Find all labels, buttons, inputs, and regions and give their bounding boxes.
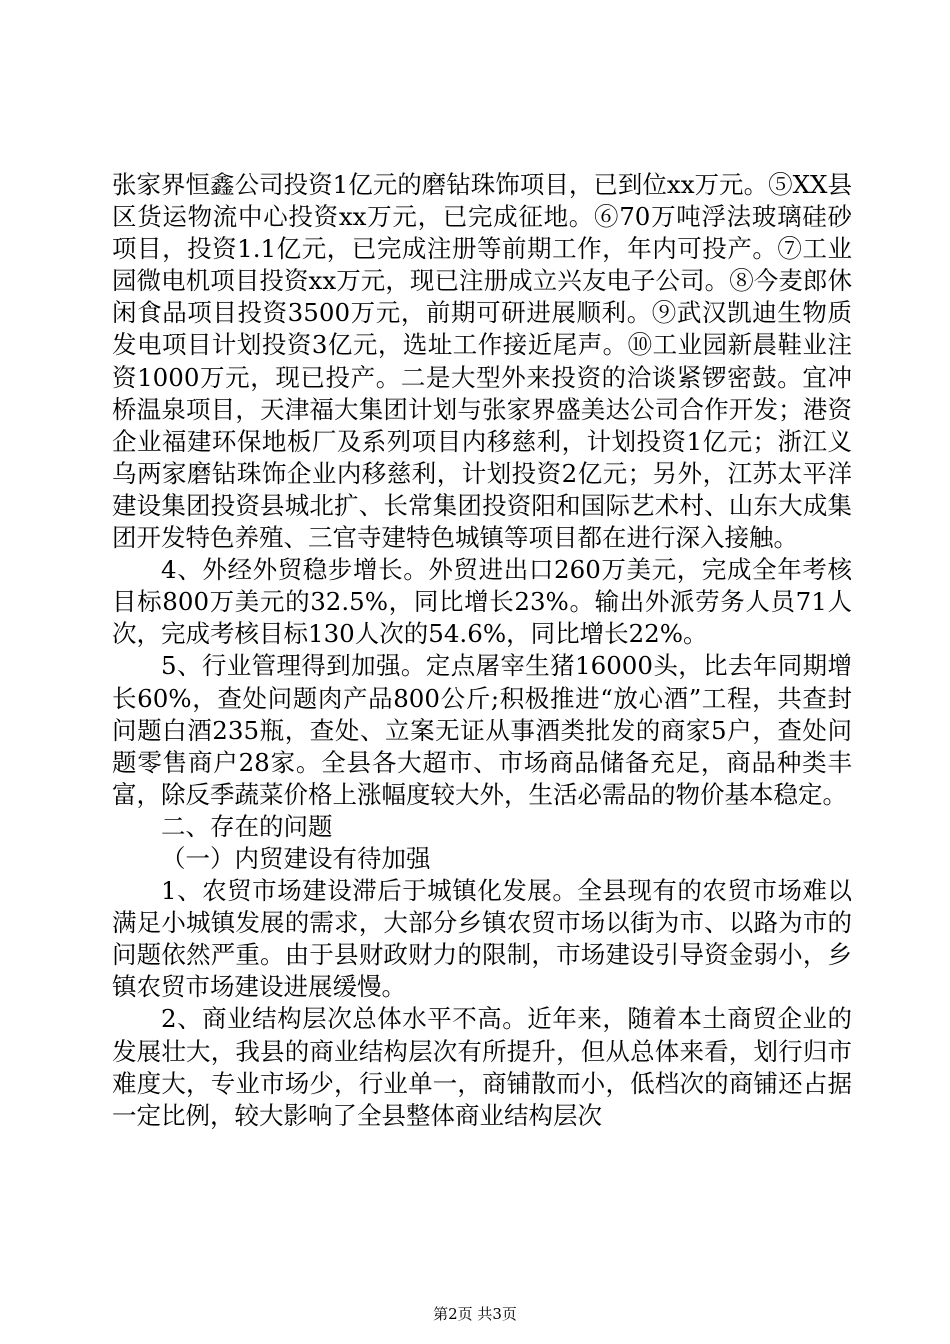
paragraph-commercial-structure: 2、商业结构层次总体水平不高。近年来，随着本土商贸企业的发展壮大，我县的商业结构层次有所提升，但从总体来看，划行归市难度大，专业市场少，行业单一，商铺散而小，低档次的商铺还占据一定比例，较大影响了全县整体商业结构层次 bbox=[112, 1004, 852, 1130]
paragraph-farmers-market: 1、农贸市场建设滞后于城镇化发展。全县现有的农贸市场难以满足小城镇发展的需求，大部分乡镇农贸市场以街为市、以路为市的问题依然严重。由于县财政财力的限制，市场建设引导资金弱小，乡镇农贸市场建设进展缓慢。 bbox=[112, 876, 852, 1002]
page-footer: 第2页 共3页 bbox=[433, 1305, 517, 1323]
subsection-heading-domestic-trade: （一）内贸建设有待加强 bbox=[161, 843, 431, 873]
paragraph-foreign-trade: 4、外经外贸稳步增长。外贸进出口260万美元，完成全年考核目标800万美元的32.5%，同比增长23%。输出外派劳务人员71人次，完成考核目标130人次的54.6%，同比增长22%。 bbox=[112, 555, 852, 649]
paragraph-industry-management: 5、行业管理得到加强。定点屠宰生猪16000头，比去年同期增长60%，查处问题肉产品800公斤;积极推进“放心酒”工程，共查封问题白酒235瓶，查处、立案无证从事酒类批发的商家5户，查处问题零售商户28家。全县各大超市、市场商品储备充足，商品种类丰富，除反季蔬菜价格上涨幅度较大外，生活必需品的物价基本稳定。 bbox=[112, 651, 852, 809]
paragraph-investment-projects: 张家界恒鑫公司投资1亿元的磨钻珠饰项目，已到位xx万元。⑤XX县区货运物流中心投资xx万元，已完成征地。⑥70万吨浮法玻璃硅砂项目，投资1.1亿元，已完成注册等前期工作，年内可投产。⑦工业园微电机项目投资xx万元，现已注册成立兴友电子公司。⑧今麦郎休闲食品项目投资3500万元，前期可研进展顺利。⑨武汉凯迪生物质发电项目计划投资3亿元，选址工作接近尾声。⑩工业园新晨鞋业注资1000万元，现已投产。二是大型外来投资的洽谈紧锣密鼓。宜冲桥温泉项目，天津福大集团计划与张家界盛美达公司合作开发；港资企业福建环保地板厂及系列项目内移慈利，计划投资1亿元；浙江义乌两家磨钻珠饰企业内移慈利，计划投资2亿元；另外，江苏太平洋建设集团投资县城北扩、长常集团投资阳和国际艺术村、山东大成集团开发特色养殖、三官寺建特色城镇等项目都在进行深入接触。 bbox=[112, 170, 852, 553]
section-heading-problems: 二、存在的问题 bbox=[161, 811, 333, 841]
document-body bbox=[112, 169, 852, 1132]
